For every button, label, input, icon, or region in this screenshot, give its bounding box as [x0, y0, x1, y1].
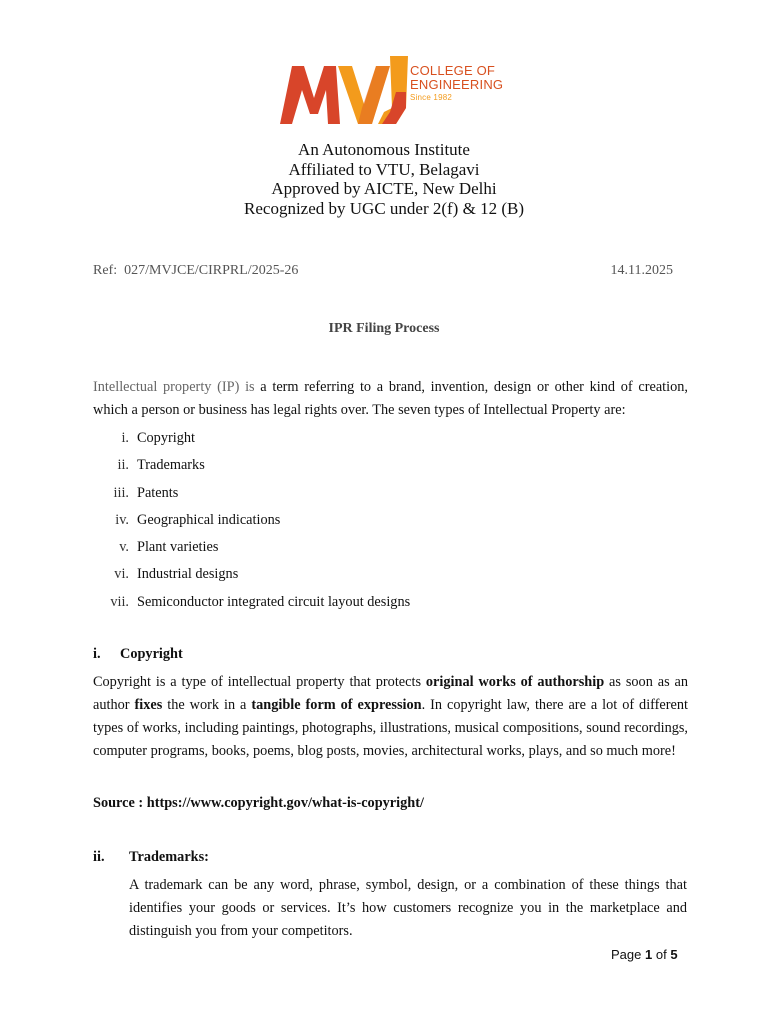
logo-name-line1: COLLEGE OF — [410, 63, 496, 78]
logo-since: Since 1982 — [410, 93, 453, 102]
page-total: 5 — [670, 947, 678, 962]
list-item-number: i. — [121, 430, 129, 446]
intro-lead: Intellectual property (IP) is — [93, 379, 255, 395]
list-item-label: Geographical indications — [137, 511, 281, 528]
section-title: Copyright — [120, 646, 183, 662]
list-item-number: iii. — [113, 484, 129, 501]
list-item-label: Semiconductor integrated circuit layout designs — [137, 593, 411, 610]
logo-wordmark — [410, 64, 503, 103]
list-item-number: v. — [119, 539, 129, 556]
logo-name-line2: ENGINEERING — [410, 77, 504, 92]
list-item — [93, 509, 410, 536]
list-item-label: Plant varieties — [137, 539, 219, 556]
document-date: 14.11.2025 — [610, 263, 673, 278]
section-number: ii. — [93, 849, 105, 865]
copyright-paragraph — [93, 671, 688, 763]
page-of-label: of — [655, 947, 667, 962]
copyright-source: Source : https://www.copyright.gov/what-is-copyright/ — [93, 795, 424, 811]
list-item — [93, 536, 410, 563]
list-item-number: vii. — [110, 593, 129, 610]
list-item — [93, 591, 410, 618]
reference-label: Ref: — [93, 263, 118, 278]
list-item — [93, 563, 410, 590]
copyright-section-heading — [93, 646, 183, 663]
header-line-3: Approved by AICTE, New Delhi — [271, 179, 497, 198]
reference-row — [93, 263, 673, 279]
intro-paragraph — [93, 376, 688, 422]
list-item-label: Industrial designs — [137, 566, 239, 583]
institution-header — [0, 140, 768, 218]
document-title: IPR Filing Process — [328, 321, 440, 336]
list-item-label: Patents — [137, 484, 179, 501]
page-number — [611, 947, 678, 962]
intro-body: a term referring to a brand, invention, design or other kind of creation, which a person or business has legal rights over. The seven types of Intellectual Property are: — [93, 379, 688, 418]
list-item — [93, 454, 410, 481]
copyright-text-1: Copyright is a type of intellectual property that protects — [93, 674, 426, 690]
list-item-label: Trademarks — [137, 457, 205, 474]
copyright-text-3: the work in a — [162, 697, 252, 713]
page-label: Page — [611, 947, 642, 962]
reference-number — [93, 263, 298, 279]
list-item — [93, 482, 410, 509]
trademarks-paragraph: A trademark can be any word, phrase, symbol, design, or a combination of these things that identifies your goods or services. It’s how customers recognize you in the marketplace and distinguish you from your competitors. — [129, 877, 687, 939]
reference-code: 027/MVJCE/CIRPRL/2025-26 — [124, 263, 299, 278]
copyright-text-4: . In copyright law, there are a lot of different types of works, including paintings, photographs, illustrations, musical compositions, sound recordings, computer programs, books, poems, blog posts, movies, architectural works, plays, and so much more! — [93, 697, 689, 759]
copyright-bold-1: original works of authorship — [425, 674, 605, 690]
list-item-number: ii. — [117, 457, 129, 474]
list-item-number: vi. — [114, 566, 129, 583]
section-title: Trademarks: — [129, 849, 209, 865]
trademarks-section-heading — [93, 849, 209, 866]
header-line-2: Affiliated to VTU, Belagavi — [288, 159, 480, 179]
header-line-4: Recognized by UGC under 2(f) & 12 (B) — [244, 198, 524, 218]
page-current: 1 — [645, 947, 653, 962]
header-line-1: An Autonomous Institute — [298, 140, 470, 159]
copyright-bold-3: tangible form of expression — [251, 697, 422, 713]
section-number: i. — [93, 646, 101, 662]
ip-types-list — [93, 427, 410, 618]
copyright-bold-2: fixes — [134, 697, 163, 713]
list-item-label: Copyright — [137, 430, 195, 446]
copyright-text-2: as soon as an author — [93, 674, 689, 713]
list-item-number: iv. — [115, 511, 129, 528]
list-item — [93, 427, 410, 454]
